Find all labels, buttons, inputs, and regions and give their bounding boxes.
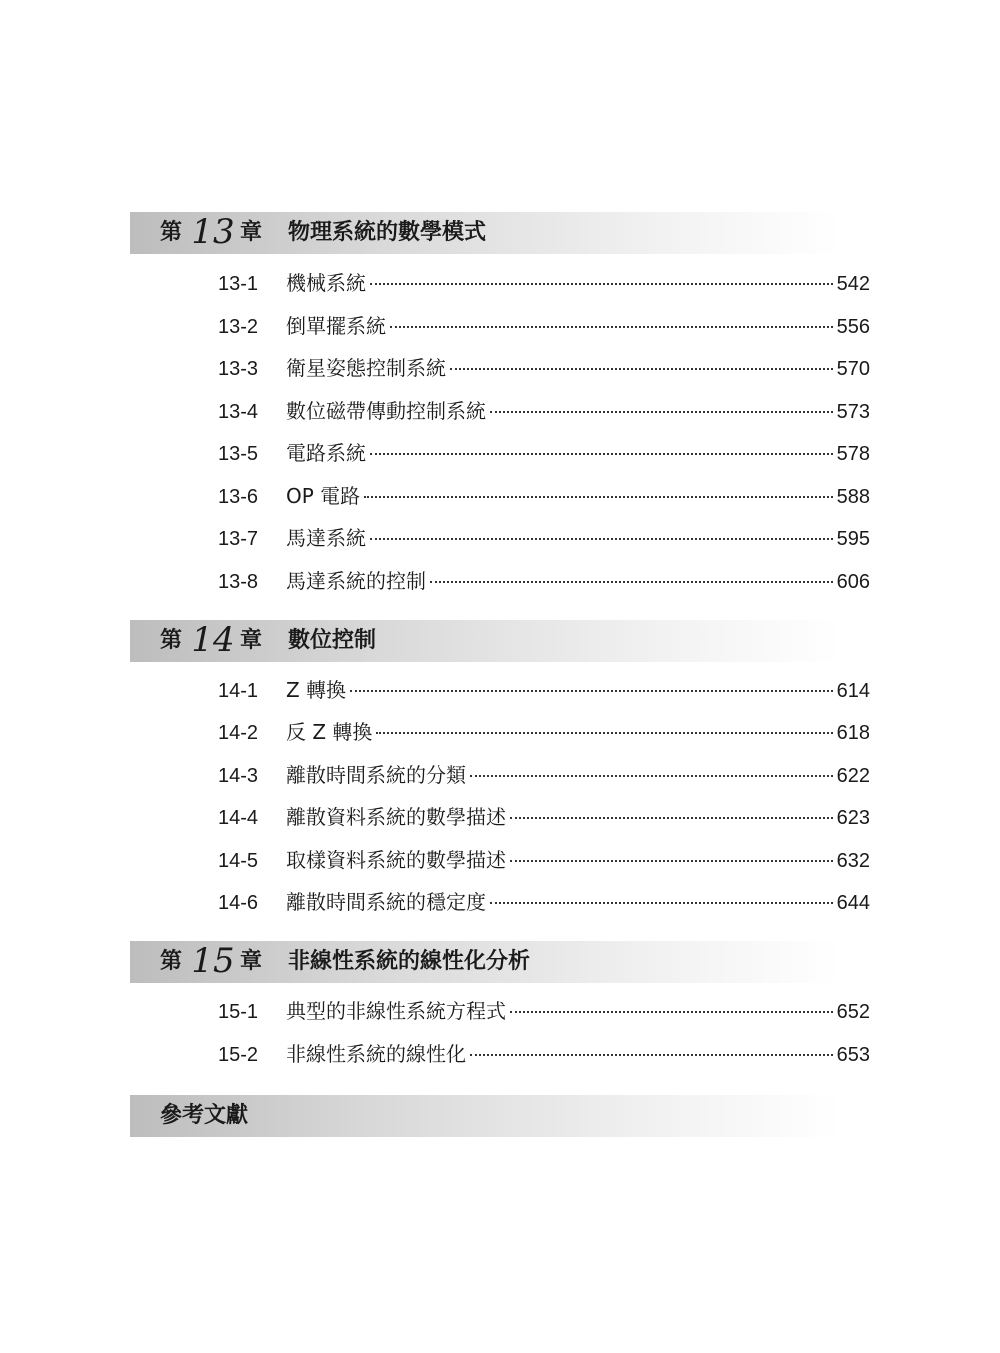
chapter-number: 15 — [191, 941, 235, 981]
chapter-15-header — [130, 941, 840, 983]
section-number: 15-2 — [218, 1044, 259, 1066]
chapter-prefix: 第 — [160, 220, 183, 245]
section-title: OP 電路 — [286, 484, 361, 508]
section-number: 14-1 — [218, 680, 259, 702]
references-title: 參考文獻 — [160, 1103, 249, 1128]
section-title: 馬達系統 — [286, 526, 366, 550]
dot-leader — [370, 538, 833, 540]
toc-entry[interactable] — [218, 353, 870, 383]
section-title: 機械系統 — [286, 271, 366, 295]
page-number: 652 — [836, 1001, 870, 1023]
toc-entry[interactable] — [218, 675, 870, 705]
page-number: 644 — [836, 892, 870, 914]
section-number: 13-5 — [218, 443, 259, 465]
dot-leader — [470, 1054, 833, 1056]
chapter-14-header — [130, 620, 840, 662]
page-number: 614 — [836, 680, 870, 702]
section-number: 14-4 — [218, 807, 259, 829]
page-number: 632 — [836, 850, 870, 872]
section-number: 15-1 — [218, 1001, 259, 1023]
dot-leader — [350, 690, 833, 692]
page-number: 573 — [836, 401, 870, 423]
toc-entry[interactable] — [218, 438, 870, 468]
dot-leader — [490, 902, 833, 904]
dot-leader — [364, 496, 832, 498]
section-number: 13-8 — [218, 571, 259, 593]
dot-leader — [376, 732, 832, 734]
section-title: 離散時間系統的穩定度 — [286, 890, 486, 914]
page-number: 542 — [836, 273, 870, 295]
toc-entry[interactable] — [218, 523, 870, 553]
toc-entry[interactable] — [218, 887, 870, 917]
section-title: 電路系統 — [286, 441, 366, 465]
chapter-suffix: 章 — [240, 628, 263, 653]
section-title: 離散時間系統的分類 — [286, 763, 466, 787]
section-title: 離散資料系統的數學描述 — [286, 805, 506, 829]
section-number: 14-3 — [218, 765, 259, 787]
section-title: 數位磁帶傳動控制系統 — [286, 399, 486, 423]
section-number: 13-3 — [218, 358, 259, 380]
dot-leader — [390, 326, 833, 328]
chapter-title: 非線性系統的線性化分析 — [288, 949, 531, 974]
section-title: 取樣資料系統的數學描述 — [286, 848, 506, 872]
toc-entry[interactable] — [218, 802, 870, 832]
chapter-title: 數位控制 — [288, 628, 377, 653]
toc-entry[interactable] — [218, 481, 870, 511]
toc-entry[interactable] — [218, 1039, 870, 1069]
toc-entry[interactable] — [218, 845, 870, 875]
section-title: 典型的非線性系統方程式 — [286, 999, 506, 1023]
page-number: 578 — [836, 443, 870, 465]
section-number: 13-4 — [218, 401, 259, 423]
chapter-suffix: 章 — [240, 220, 263, 245]
page-number: 588 — [836, 486, 870, 508]
toc-entry[interactable] — [218, 717, 870, 747]
chapter-number: 14 — [191, 620, 235, 660]
chapter-13-header — [130, 212, 840, 254]
page-number: 570 — [836, 358, 870, 380]
section-title: 倒單擺系統 — [286, 314, 386, 338]
chapter-suffix: 章 — [240, 949, 263, 974]
dot-leader — [510, 817, 833, 819]
toc-entry[interactable] — [218, 311, 870, 341]
section-title: 反 Z 轉換 — [286, 720, 373, 744]
page-number: 623 — [836, 807, 870, 829]
dot-leader — [470, 775, 833, 777]
toc-entry[interactable] — [218, 566, 870, 596]
dot-leader — [510, 1011, 833, 1013]
chapter-prefix: 第 — [160, 628, 183, 653]
chapter-title: 物理系統的數學模式 — [288, 220, 487, 245]
chapter-prefix: 第 — [160, 949, 183, 974]
toc-entry[interactable] — [218, 996, 870, 1026]
section-title: 非線性系統的線性化 — [286, 1042, 466, 1066]
page-number: 556 — [836, 316, 870, 338]
dot-leader — [370, 453, 833, 455]
dot-leader — [370, 283, 833, 285]
section-number: 13-2 — [218, 316, 259, 338]
section-number: 14-2 — [218, 722, 259, 744]
page-number: 618 — [836, 722, 870, 744]
dot-leader — [490, 411, 833, 413]
section-number: 13-6 — [218, 486, 259, 508]
toc-entry[interactable] — [218, 396, 870, 426]
section-title: 衛星姿態控制系統 — [286, 356, 446, 380]
section-number: 13-7 — [218, 528, 259, 550]
page-number: 595 — [836, 528, 870, 550]
section-number: 13-1 — [218, 273, 259, 295]
page-number: 606 — [836, 571, 870, 593]
section-title: 馬達系統的控制 — [286, 569, 426, 593]
dot-leader — [430, 581, 833, 583]
page-number: 653 — [836, 1044, 870, 1066]
dot-leader — [510, 860, 833, 862]
chapter-number: 13 — [191, 212, 235, 252]
toc-entry[interactable] — [218, 268, 870, 298]
section-number: 14-5 — [218, 850, 259, 872]
section-number: 14-6 — [218, 892, 259, 914]
references-header[interactable] — [130, 1095, 840, 1137]
page-number: 622 — [836, 765, 870, 787]
toc-entry[interactable] — [218, 760, 870, 790]
dot-leader — [450, 368, 833, 370]
section-title: Z 轉換 — [286, 678, 347, 702]
